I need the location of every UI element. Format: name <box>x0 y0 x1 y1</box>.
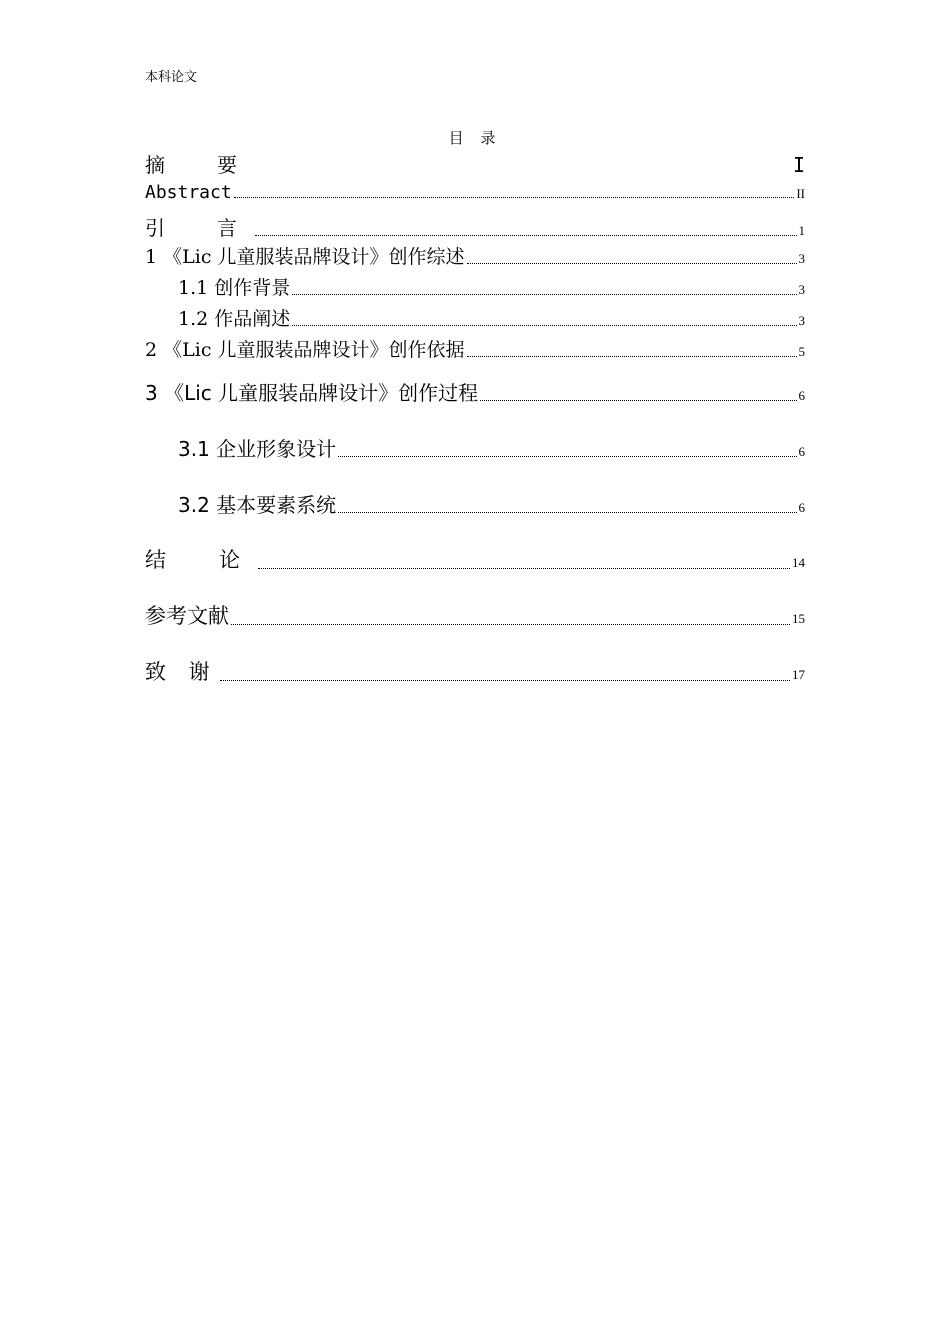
toc-entry-chapter-2[interactable] <box>145 335 805 362</box>
toc-entry-section-3-2[interactable] <box>178 489 805 518</box>
toc-entry-label: 3 《Lic 儿童服装品牌设计》创作过程 <box>145 381 479 405</box>
toc-leader <box>480 400 796 401</box>
toc-entry-section-3-1[interactable] <box>178 433 805 462</box>
toc-entry-abstract-en[interactable] <box>145 182 805 203</box>
toc-entry-chapter-1[interactable] <box>145 242 805 269</box>
toc-entry-label: 3.2 基本要素系统 <box>178 493 337 517</box>
toc-leader <box>467 356 797 357</box>
toc-page-number: 3 <box>798 251 805 266</box>
toc-entry-label: Abstract <box>145 182 232 203</box>
toc-page-number: 3 <box>798 313 805 328</box>
toc-page-number: 6 <box>798 388 805 403</box>
toc-page-number: 6 <box>798 444 805 459</box>
toc-leader <box>234 197 795 198</box>
toc-entry-label: 参考文献 <box>145 604 229 628</box>
toc-title: 目 录 <box>448 129 502 147</box>
toc-entry-label: 3.1 企业形象设计 <box>178 437 337 461</box>
toc-entry-abstract-cn[interactable] <box>145 149 805 178</box>
toc-entry-section-1-1[interactable] <box>178 273 805 300</box>
toc-page-number: 6 <box>798 500 805 515</box>
toc-entry-introduction[interactable] <box>145 212 805 241</box>
toc-entry-label: 1 《Lic 儿童服装品牌设计》创作综述 <box>145 246 465 268</box>
page-header: 本科论文 <box>145 70 198 85</box>
toc-entry-label: 1.1 创作背景 <box>178 277 291 299</box>
toc-leader <box>467 263 797 264</box>
toc-leader <box>292 325 796 326</box>
toc-leader <box>258 568 790 569</box>
toc-entry-label: 致 谢 <box>145 660 218 684</box>
toc-entry-label: 结 论 <box>145 548 256 572</box>
toc-entry-chapter-3[interactable] <box>145 377 805 406</box>
toc-entry-label: 2 《Lic 儿童服装品牌设计》创作依据 <box>145 339 465 361</box>
toc-leader <box>231 624 790 625</box>
toc-leader <box>220 680 790 681</box>
toc-page-number: II <box>796 186 805 201</box>
toc-page-number: I <box>792 153 805 177</box>
toc-page-number: 15 <box>792 611 805 626</box>
toc-page-number: 1 <box>798 223 805 238</box>
toc-leader <box>255 235 797 236</box>
toc-page-number: 3 <box>798 282 805 297</box>
toc-page-number: 14 <box>792 555 805 570</box>
toc-entry-acknowledgements[interactable] <box>145 656 805 686</box>
toc-entry-conclusion[interactable] <box>145 544 805 574</box>
toc-entry-label: 1.2 作品阐述 <box>178 308 291 330</box>
toc-entry-label: 摘 要 <box>145 153 253 177</box>
toc-page-number: 5 <box>798 344 805 359</box>
toc-page-number: 17 <box>792 667 805 682</box>
toc-leader <box>338 512 796 513</box>
toc-entry-label: 引 言 <box>145 216 253 240</box>
toc-leader <box>338 456 796 457</box>
toc-entry-references[interactable] <box>145 600 805 630</box>
toc-entry-section-1-2[interactable] <box>178 304 805 331</box>
toc-leader <box>292 294 796 295</box>
